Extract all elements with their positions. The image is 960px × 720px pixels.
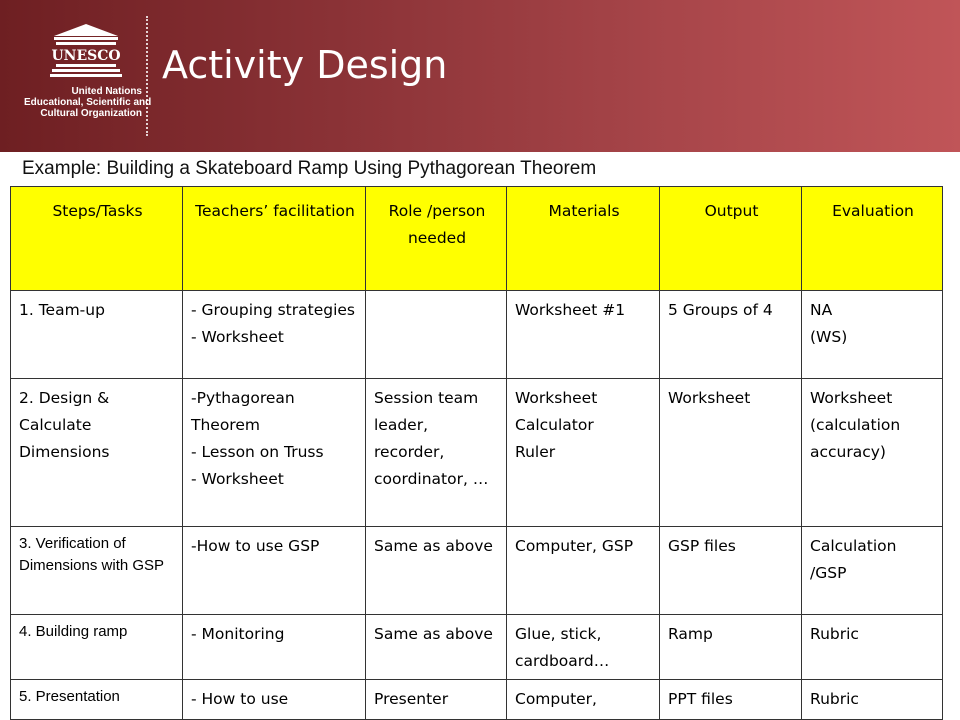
output-cell: Worksheet xyxy=(660,379,802,527)
step-cell: 5. Presentation xyxy=(11,680,183,720)
evaluation-cell: Worksheet (calculation accuracy) xyxy=(802,379,943,527)
example-caption: Example: Building a Skateboard Ramp Using Pythagorean Theorem xyxy=(22,158,597,179)
evaluation-cell: NA (WS) xyxy=(802,291,943,379)
step-cell: 2. Design & Calculate Dimensions xyxy=(11,379,183,527)
column-header: Evaluation xyxy=(802,187,943,291)
slide-title: Activity Design xyxy=(162,43,448,87)
step-cell: 3. Verification of Dimensions with GSP xyxy=(11,527,183,615)
column-header: Teachers’ facilitation xyxy=(183,187,366,291)
table-row xyxy=(11,379,943,527)
unesco-wordmark: UNESCO xyxy=(51,48,121,64)
column-header: Output xyxy=(660,187,802,291)
facilitation-cell: - Grouping strategies - Worksheet xyxy=(183,291,366,379)
org-line: United Nations xyxy=(71,86,142,97)
org-line: Cultural Organization xyxy=(40,108,142,119)
org-line: Educational, Scientific and xyxy=(24,97,152,108)
output-cell: PPT files xyxy=(660,680,802,720)
unesco-temple-icon xyxy=(50,22,122,80)
evaluation-cell: Rubric xyxy=(802,680,943,720)
activity-table xyxy=(10,186,943,720)
materials-cell: Worksheet #1 xyxy=(507,291,660,379)
materials-cell: Computer, GSP xyxy=(507,527,660,615)
column-header: Steps/Tasks xyxy=(11,187,183,291)
materials-cell: Worksheet Calculator Ruler xyxy=(507,379,660,527)
output-cell: 5 Groups of 4 xyxy=(660,291,802,379)
unesco-org-name xyxy=(24,86,152,119)
materials-cell: Computer, xyxy=(507,680,660,720)
facilitation-cell: -How to use GSP xyxy=(183,527,366,615)
column-header: Role /person needed xyxy=(366,187,507,291)
evaluation-cell: Rubric xyxy=(802,615,943,680)
table-header-row xyxy=(11,187,943,291)
role-cell: Same as above xyxy=(366,527,507,615)
evaluation-cell: Calculation /GSP xyxy=(802,527,943,615)
facilitation-cell: - Monitoring xyxy=(183,615,366,680)
role-cell: Presenter xyxy=(366,680,507,720)
step-cell: 4. Building ramp xyxy=(11,615,183,680)
step-cell: 1. Team-up xyxy=(11,291,183,379)
slide-header xyxy=(0,0,960,152)
table-row xyxy=(11,527,943,615)
table-row xyxy=(11,291,943,379)
materials-cell: Glue, stick, cardboard… xyxy=(507,615,660,680)
facilitation-cell: -Pythagorean Theorem - Lesson on Truss - Worksheet xyxy=(183,379,366,527)
table-row xyxy=(11,680,943,720)
table-row xyxy=(11,615,943,680)
role-cell xyxy=(366,291,507,379)
column-header: Materials xyxy=(507,187,660,291)
logo-divider xyxy=(146,16,150,136)
output-cell: GSP files xyxy=(660,527,802,615)
role-cell: Same as above xyxy=(366,615,507,680)
output-cell: Ramp xyxy=(660,615,802,680)
facilitation-cell: - How to use xyxy=(183,680,366,720)
role-cell: Session team leader, recorder, coordinator, … xyxy=(366,379,507,527)
